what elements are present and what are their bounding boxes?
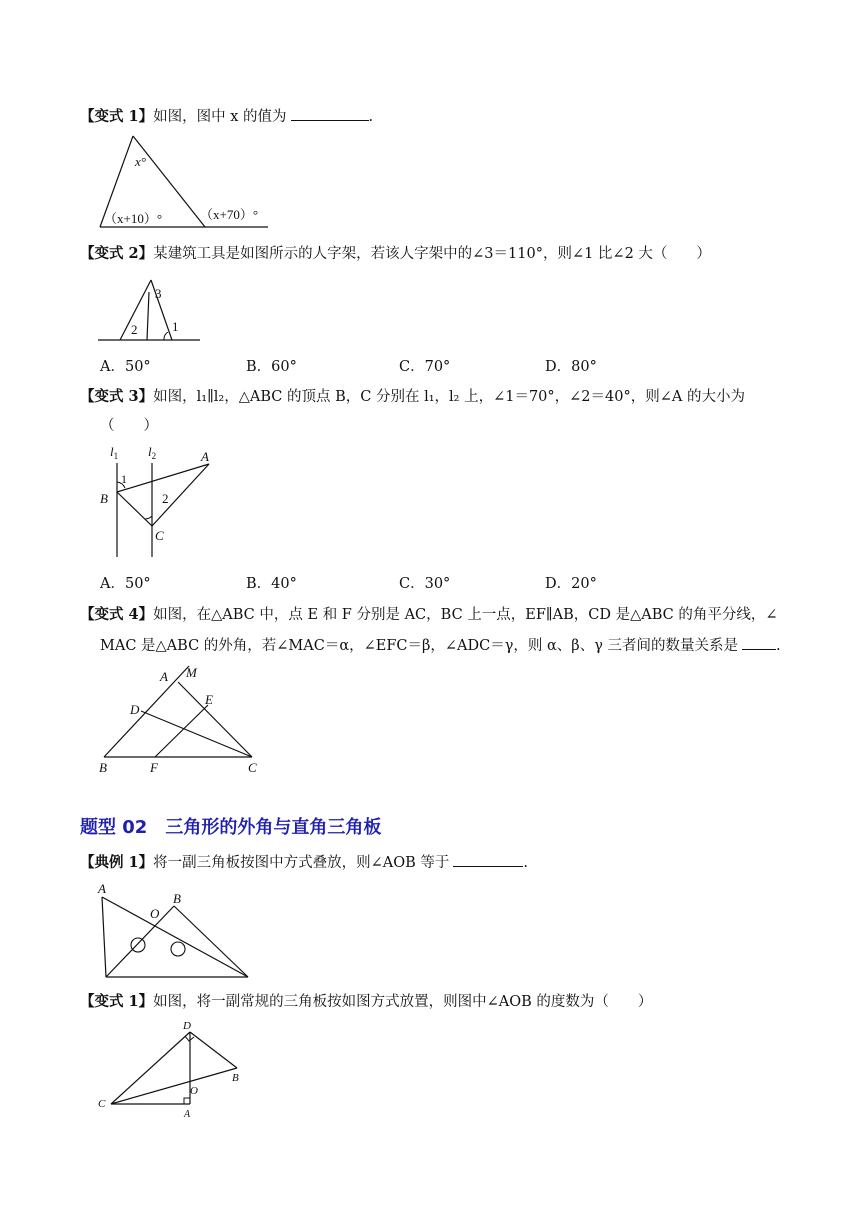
question-tag: 【典例 1】 <box>80 854 154 871</box>
line-l1-label: $l_1$ <box>110 444 119 461</box>
point-f-label: F <box>150 760 158 775</box>
line-l2-label: $l_2$ <box>148 444 157 461</box>
point-c-label: C <box>155 528 164 543</box>
option-b[interactable]: B．60° <box>246 359 297 375</box>
answer-bracket: （ ） <box>100 418 158 434</box>
option-a[interactable]: A．50° <box>100 359 151 375</box>
question-text-cont: MAC 是△ABC 的外角，若∠MAC＝α，∠EFC＝β，∠ADC＝γ，则 α、β、γ 三者间的数量关系是 <box>100 638 738 654</box>
point-o-label: O <box>190 1085 198 1097</box>
angle-3-label: 3 <box>155 286 162 301</box>
point-m-label: M <box>186 665 197 680</box>
period: . <box>368 109 374 125</box>
point-e-label: E <box>205 692 213 707</box>
option-d[interactable]: D．80° <box>545 359 597 375</box>
question-text: 如图，图中 x 的值为 <box>153 109 287 125</box>
question-tag: 【变式 1】 <box>80 108 154 125</box>
point-a-label: A <box>201 449 209 464</box>
option-b[interactable]: B．40° <box>246 576 297 592</box>
angle-label-right: （x+70）° <box>200 207 259 222</box>
question-text: 如图，将一副常规的三角板按如图方式放置，则图中∠AOB 的度数为（ ） <box>153 994 653 1010</box>
option-a[interactable]: A．50° <box>100 576 151 592</box>
point-b-label: B <box>232 1072 239 1084</box>
point-d-label: D <box>130 702 140 717</box>
question-tag: 【变式 3】 <box>80 388 154 405</box>
angle-2-label: 2 <box>162 491 169 506</box>
question-text: 某建筑工具是如图所示的人字架，若该人字架中的∠3＝110°，则∠1 比∠2 大（ ） <box>153 246 711 262</box>
point-d-label: D <box>183 1020 191 1032</box>
question-text: 将一副三角板按图中方式叠放，则∠AOB 等于 <box>153 855 450 871</box>
option-c[interactable]: C．70° <box>399 359 451 375</box>
point-b-label: B <box>173 891 181 906</box>
point-o-label: O <box>150 906 160 921</box>
angle-label-left: （x+10）° <box>104 211 163 226</box>
point-a-label: A <box>184 1109 191 1120</box>
point-c-label: C <box>248 760 257 775</box>
point-b-label: B <box>100 491 108 506</box>
angle-1-label: 1 <box>172 319 179 334</box>
point-c-label: C <box>98 1098 106 1110</box>
question-tag: 【变式 2】 <box>80 245 154 262</box>
point-b-label: B <box>99 760 107 775</box>
question-tag: 【变式 1】 <box>80 993 154 1010</box>
period: . <box>523 855 529 871</box>
question-text: 如图，在△ABC 中，点 E 和 F 分别是 AC，BC 上一点，EF∥AB，CD 是△ABC 的角平分线，∠ <box>153 607 778 623</box>
option-d[interactable]: D．20° <box>545 576 597 592</box>
point-a-label: A <box>98 881 106 896</box>
angle-1-label: 1 <box>121 472 127 486</box>
option-c[interactable]: C．30° <box>399 576 451 592</box>
section-heading: 题型 02 三角形的外角与直角三角板 <box>80 817 382 838</box>
angle-label-top: x° <box>135 154 146 169</box>
point-a-label: A <box>160 669 168 684</box>
question-text: 如图，l₁∥l₂，△ABC 的顶点 B，C 分别在 l₁，l₂ 上，∠1＝70°，∠2＝40°，则∠A 的大小为 <box>153 389 745 405</box>
period: . <box>775 638 781 654</box>
question-tag: 【变式 4】 <box>80 606 154 623</box>
angle-2-label: 2 <box>131 322 138 337</box>
